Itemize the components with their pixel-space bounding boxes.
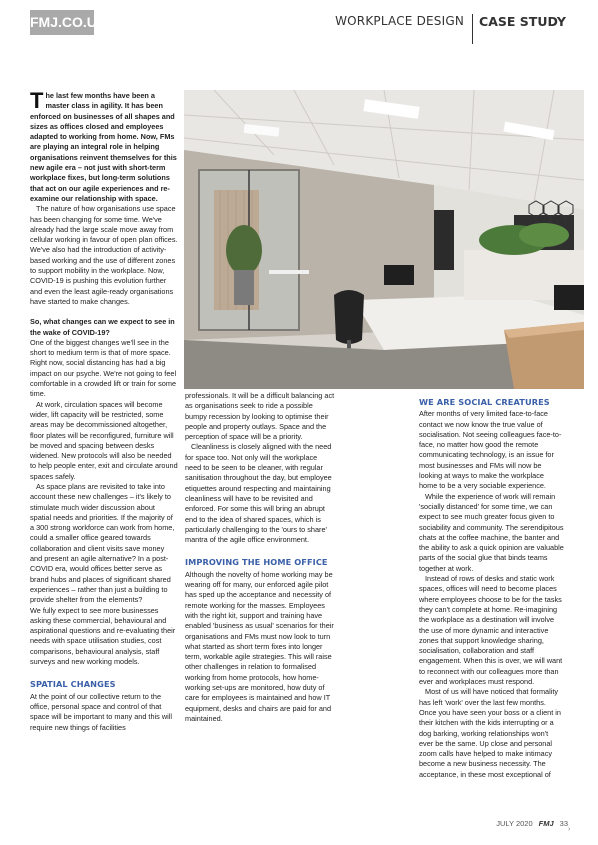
page-footer [496,819,568,828]
paragraph: professionals. It will be a difficult balancing act as organisations seek to ride a possible bumpy recession by looking to optimise their people and property outlays. Space and the perception of space will be a priority. [185,391,335,442]
article-column-3 [419,389,564,780]
lead-text: he last few months have been a master class in agility. It has been enforced on businesses of all shapes and sizes as offices closed and employees adapted to working from home. Now, FMs are playing an integral role in helping organisations reinvent themselves for this new agile era – not just with short-term workplace fixes, but long-term solutions that act on our agile experiences and re-examine our relationship with space. [30,91,177,203]
section-heading: IMPROVING THE HOME OFFICE [185,557,328,568]
article-column-1 [30,88,178,733]
paragraph: After months of very limited face-to-face contact we now know the true value of socialisation. Not seeing colleagues face-to-face, no matter how good the remote communicating technology, is an issue for most businesses and FMs will now be looking at ways to make the workplace home to be a very sociable experience. [419,409,562,491]
paragraph: The nature of how organisations use space has been changing for some time. We've already had the large scale move away from cellular working in favour of open plan offices. We've also had the introduction of activity-based working and the use of different zones to support mobility in the workplace. Now, COVID-19 is pushing this evolution further and even the least agile-ready organisations have started to make changes. [30,204,178,306]
question-heading: So, what changes can we expect to see in the wake of COVID-19? [30,317,175,337]
page-number: 33 [559,819,568,828]
office-photo [184,90,584,389]
article-column-2 [185,391,335,724]
paragraph: At work, circulation spaces will become wider, lift capacity will be restricted, some areas may be decommissioned altogether, floor plates will be reconfigured, furniture will be moved and spacing between desks widened. New protocols will also be needed to help people enter, exit and circulate around spaces safely. [30,399,178,481]
paragraph: Most of us will have noticed that formality has left 'work' over the last few months. Once you have seen your boss or a client in their kitchen with the kids interrupting or a dog barking, working relationships won't ever be the same. Up close and personal zoom calls have helped to make intimacy become a new business necessity. The acceptance, in these most exceptional of [419,687,561,779]
paragraph: One of the biggest changes we'll see in the short to medium term is that of more space. Right now, social distancing has had a big impact on our psyche. We're not going to feel comfortable in a crowded lift or train for some time. [30,337,177,399]
section-title: WORKPLACE DESIGN [335,14,465,28]
paragraph: At the point of our collective return to the office, personal space and control of that space will be important to many and this will require new things of facilities [30,691,172,732]
paragraph: While the experience of work will remain 'socially distanced' for some time, we can expect to see much greater focus given to sociability and community. The serendipitous chats at the coffee machine, the banter and the ability to ask a quick opinion are valuable parts of the social glue that binds teams together at work. [419,491,564,573]
lead-paragraph [30,88,178,204]
paragraph: Cleanliness is closely aligned with the need for space too. Not only will the workplace need to be seen to be cleaner, with regular sanitisation throughout the day, but employee etiquettes around respecting and maintaining cleanliness will have to be revisited and enforced. For some this will bring an abrupt end to the idea of shared spaces, which is particularly challenging to the 'ours to share' mantra of the agile office environment. [185,442,332,545]
issue-date: JULY 2020 [496,819,533,828]
section-heading: SPATIAL CHANGES [30,679,116,690]
page-header [335,14,566,46]
paragraph: As space plans are revisited to take into account these new challenges – it's likely to stimulate much wider discussion about spatial needs and priorities. If the majority of a 300 strong workforce can work from home, could a smaller office geared towards collaboration and client visits save money and present an agile alternative? In a post-COVID era, would offices better serve as brand hubs and places of significant shared experiences – rather than just a building to provide shelter from the elements? [30,481,175,605]
paragraph: Although the novelty of home working may be wearing off for many, our enforced agile pilot has sped up the acceptance and necessity of remote working for the masses. Employees with the right kit, support and training have enabled 'business as usual' scenarios for their organisations and FMs must now look to turn what started as short term fixes into longer term, workable agile strategies. This will raise other challenges in relation to formalised working from home protocols, how home-working set-ups are monitored, how duty of care for employees is maintained and how IT equipment, desks and chairs are paid for and maintained. [185,569,334,723]
footer-brand: FMJ [538,819,554,828]
drop-cap: T [30,88,44,113]
section-label: CASE STUDY [479,14,566,29]
continue-arrow-icon: › [568,826,571,833]
paragraph: We fully expect to see more businesses asking these commercial, behavioural and aspirational questions and re-evaluating their needs with space utilisation studies, cost comparisons, behavioural analysis, staff surveys and new working models. [30,605,176,667]
magazine-logo: FMJ.CO.UK [30,10,94,35]
paragraph: Instead of rows of desks and static work spaces, offices will need to become places where employees choose to be for the tasks they can't complete at home. Re-imagining the workplace as a destination will involve the use of more dynamic and interactive zones that support knowledge sharing, socialisation, collaboration and staff engagement. When this is over, we will want to reconnect with our colleagues more than ever and workplaces must respond. [419,574,563,687]
section-heading: WE ARE SOCIAL CREATURES [419,397,550,407]
